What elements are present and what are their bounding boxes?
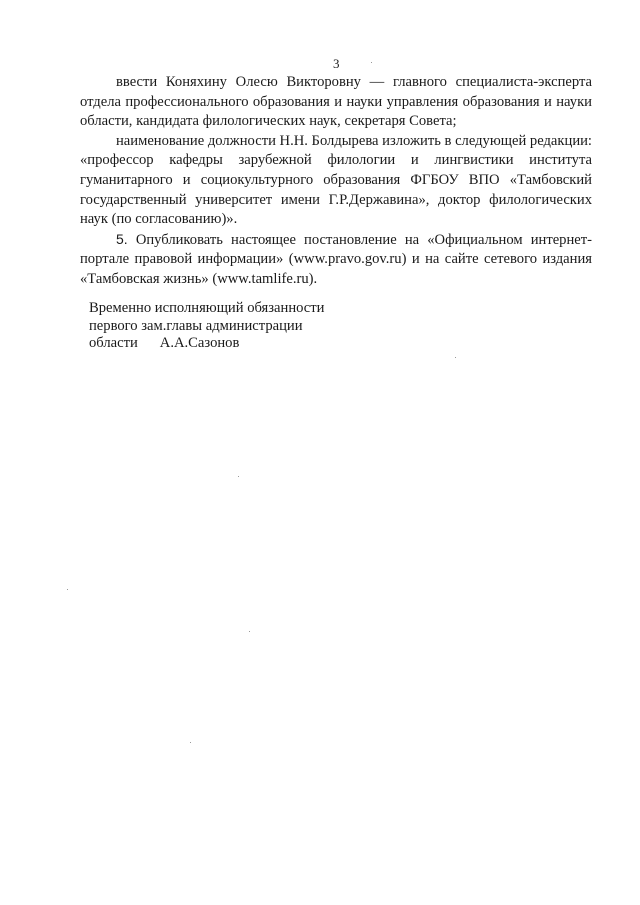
scan-speck: [67, 589, 68, 590]
signature-title-line1: Временно исполняющий обязанности: [89, 300, 325, 316]
signatory-name: А.А.Сазонов: [159, 335, 240, 351]
signature-title-line2: первого зам.главы администрации: [89, 317, 303, 334]
scan-speck: [371, 62, 372, 63]
signature-block: [89, 300, 324, 353]
scan-speck: [249, 631, 250, 632]
page-number: 3: [333, 56, 340, 71]
scan-speck: [455, 357, 456, 358]
paragraph-appointment: ввести Коняхину Олесю Викторовну — главного специалиста-эксперта отдела профессионального образования и науки управления образования и науки области, кандидата филологических наук, секретаря Совета;: [80, 74, 592, 130]
signature-title-line3: [89, 335, 324, 353]
document-body: [80, 73, 592, 290]
item-text: Опубликовать настоящее постановление на «Официальном интернет-портале правовой информации» (www.pravo.gov.ru) и на сайте сетевого издания «Тамбовская жизнь» (www.tamlife.ru).: [80, 231, 592, 287]
signature-region: области: [89, 335, 138, 351]
item-number: 5.: [116, 230, 128, 247]
scan-speck: [190, 742, 191, 743]
paragraph-position-change: наименование должности Н.Н. Болдырева изложить в следующей редакции: «профессор кафедры зарубежной филологии и лингвистики института гуманитарного и социокультурного образования ФГБОУ ВПО «Тамбовский государственный университет имени Г.Р.Державина», доктор филологических наук (по согласованию)».: [80, 132, 592, 228]
scan-speck: [238, 476, 239, 477]
paragraph-item-5: [80, 230, 592, 290]
